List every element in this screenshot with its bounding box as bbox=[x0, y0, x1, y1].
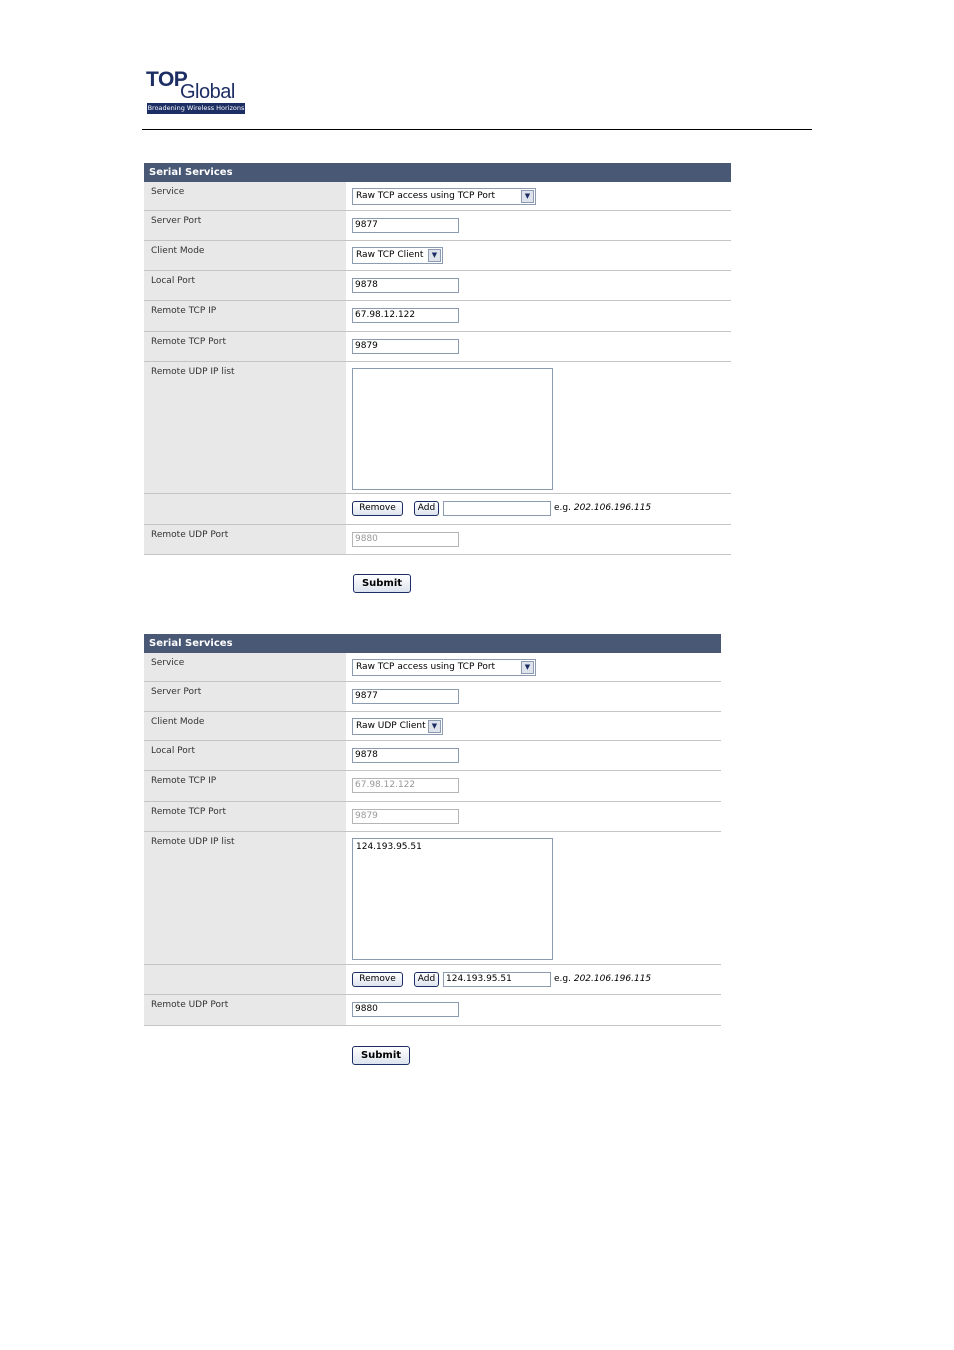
remote-tcp-port-label: Remote TCP Port bbox=[144, 332, 346, 361]
add-ip-row bbox=[144, 494, 731, 525]
example-ip: 202.106.196.115 bbox=[573, 503, 652, 513]
add-button[interactable]: Add bbox=[414, 972, 439, 987]
remote-tcp-ip-input[interactable]: 67.98.12.122 bbox=[352, 308, 459, 323]
server-port-label: Server Port bbox=[144, 211, 346, 240]
local-port-label: Local Port bbox=[144, 271, 346, 300]
submit-button[interactable]: Submit bbox=[352, 1046, 410, 1065]
client-mode-row bbox=[144, 712, 721, 741]
service-row bbox=[144, 653, 721, 682]
local-port-input[interactable]: 9878 bbox=[352, 278, 459, 293]
server-port-row bbox=[144, 682, 721, 712]
remote-tcp-port-input[interactable]: 9879 bbox=[352, 339, 459, 354]
chevron-down-icon: ▼ bbox=[428, 720, 441, 733]
chevron-down-icon: ▼ bbox=[521, 661, 534, 674]
remove-button[interactable]: Remove bbox=[352, 501, 403, 516]
remote-tcp-ip-input[interactable]: 67.98.12.122 bbox=[352, 778, 459, 793]
remote-tcp-ip-row bbox=[144, 301, 731, 332]
client-mode-select-value: Raw UDP Client bbox=[356, 721, 426, 731]
add-ip-input[interactable]: 124.193.95.51 bbox=[443, 972, 551, 987]
remote-udp-ip-list-textarea[interactable] bbox=[352, 368, 553, 490]
service-label: Service bbox=[144, 182, 346, 210]
remote-udp-ip-list-label: Remote UDP IP list bbox=[144, 362, 346, 493]
local-port-row bbox=[144, 741, 721, 771]
remote-udp-port-row bbox=[144, 995, 721, 1026]
service-select-value: Raw TCP access using TCP Port bbox=[356, 662, 496, 672]
chevron-down-icon: ▼ bbox=[521, 190, 534, 203]
service-label: Service bbox=[144, 653, 346, 681]
example-hint bbox=[554, 974, 651, 984]
add-ip-row bbox=[144, 965, 721, 995]
local-port-input[interactable]: 9878 bbox=[352, 748, 459, 763]
company-logo bbox=[146, 67, 246, 117]
remote-udp-ip-list-row bbox=[144, 832, 721, 965]
logo-global-text: Global bbox=[180, 81, 235, 103]
server-port-row bbox=[144, 211, 731, 241]
serial-services-panel bbox=[144, 163, 731, 555]
client-mode-select[interactable] bbox=[352, 718, 443, 735]
add-button[interactable]: Add bbox=[414, 501, 439, 516]
client-mode-label: Client Mode bbox=[144, 712, 346, 740]
service-select-value: Raw TCP access using TCP Port bbox=[356, 191, 496, 201]
example-hint bbox=[554, 503, 651, 513]
remote-tcp-ip-label: Remote TCP IP bbox=[144, 301, 346, 331]
remote-udp-port-input[interactable]: 9880 bbox=[352, 532, 459, 547]
logo-tagline: Broadening Wireless Horizons bbox=[147, 104, 245, 112]
chevron-down-icon: ▼ bbox=[428, 249, 441, 262]
service-select[interactable] bbox=[352, 659, 536, 676]
example-ip: 202.106.196.115 bbox=[573, 974, 652, 984]
remote-tcp-port-row bbox=[144, 802, 721, 832]
client-mode-select-value: Raw TCP Client bbox=[356, 250, 424, 260]
remote-tcp-port-label: Remote TCP Port bbox=[144, 802, 346, 831]
client-mode-label: Client Mode bbox=[144, 241, 346, 270]
example-prefix: e.g. bbox=[554, 503, 571, 513]
remote-udp-ip-list-row bbox=[144, 362, 731, 494]
client-mode-select[interactable] bbox=[352, 247, 443, 264]
add-ip-input[interactable] bbox=[443, 501, 551, 516]
logo-top-text: TOP bbox=[146, 68, 188, 91]
client-mode-row bbox=[144, 241, 731, 271]
panel-header: Serial Services bbox=[144, 634, 721, 653]
remote-tcp-port-input[interactable]: 9879 bbox=[352, 809, 459, 824]
remove-button[interactable]: Remove bbox=[352, 972, 403, 987]
panel-header: Serial Services bbox=[144, 163, 731, 182]
service-row bbox=[144, 182, 731, 211]
server-port-input[interactable]: 9877 bbox=[352, 689, 459, 704]
remote-tcp-ip-label: Remote TCP IP bbox=[144, 771, 346, 801]
remote-tcp-port-row bbox=[144, 332, 731, 362]
remote-udp-ip-list-textarea[interactable]: 124.193.95.51 bbox=[352, 838, 553, 960]
remote-udp-port-label: Remote UDP Port bbox=[144, 995, 346, 1025]
server-port-input[interactable]: 9877 bbox=[352, 218, 459, 233]
local-port-row bbox=[144, 271, 731, 301]
serial-services-panel bbox=[144, 634, 721, 1026]
header-divider bbox=[142, 129, 812, 130]
example-prefix: e.g. bbox=[554, 974, 571, 984]
remote-udp-port-row bbox=[144, 525, 731, 555]
remote-udp-ip-list-label: Remote UDP IP list bbox=[144, 832, 346, 964]
remote-udp-port-label: Remote UDP Port bbox=[144, 525, 346, 554]
local-port-label: Local Port bbox=[144, 741, 346, 770]
submit-button[interactable]: Submit bbox=[353, 574, 411, 593]
server-port-label: Server Port bbox=[144, 682, 346, 711]
service-select[interactable] bbox=[352, 188, 536, 205]
remote-udp-port-input[interactable]: 9880 bbox=[352, 1002, 459, 1017]
remote-tcp-ip-row bbox=[144, 771, 721, 802]
